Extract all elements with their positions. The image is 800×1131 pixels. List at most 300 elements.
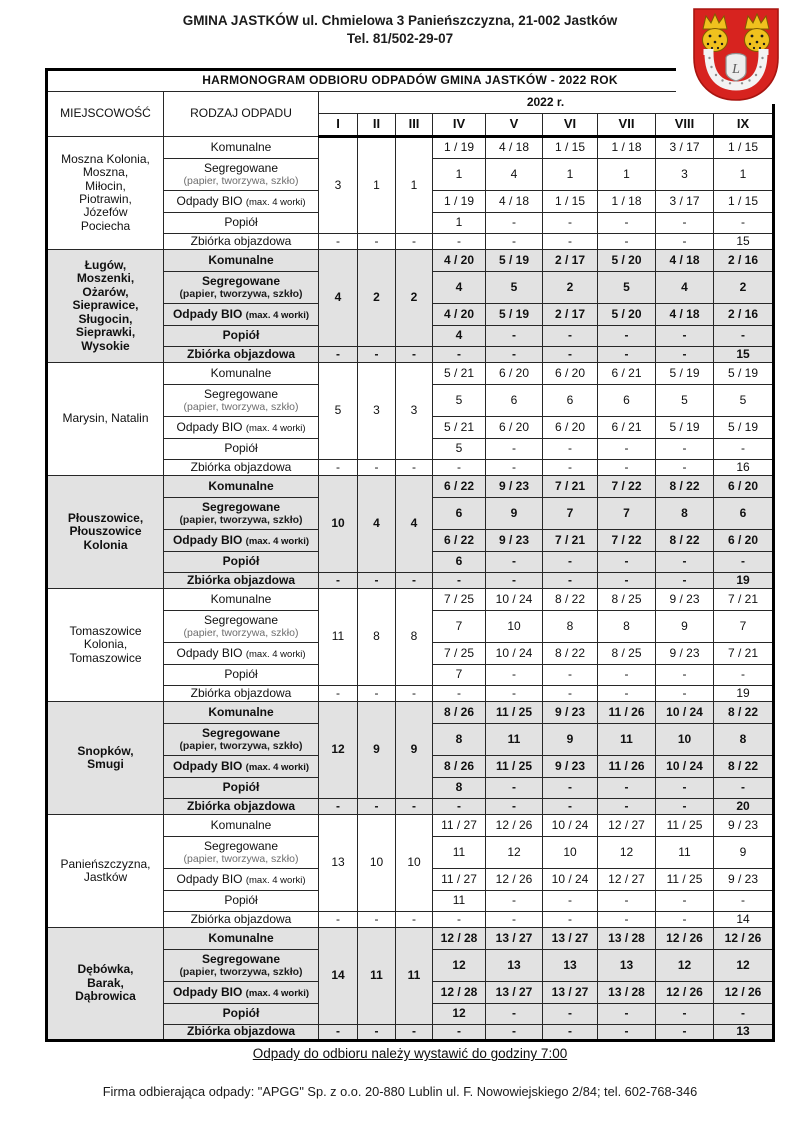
value-cell: 2 / 16	[714, 304, 774, 326]
waste-type-cell: Odpady BIO (max. 4 worki)	[164, 982, 319, 1004]
value-cell: 9	[396, 702, 433, 799]
value-cell: -	[714, 778, 774, 799]
locality-cell: Moszna Kolonia, Moszna, Miłocin, Piotrawin, Józefów Pociecha	[47, 137, 164, 250]
value-cell: 13 / 28	[598, 928, 656, 950]
value-cell: 4 / 20	[433, 250, 486, 272]
value-cell: 10	[486, 611, 543, 643]
waste-type-column-header: RODZAJ ODPADU	[164, 92, 319, 137]
value-cell: -	[433, 686, 486, 702]
value-cell: 1	[433, 213, 486, 234]
value-cell: 10	[358, 815, 396, 912]
value-cell: 6 / 20	[486, 417, 543, 439]
value-cell: 5 / 19	[714, 417, 774, 439]
locality-cell: Marysin, Natalin	[47, 363, 164, 476]
value-cell: 10 / 24	[656, 702, 714, 724]
value-cell: 13	[598, 950, 656, 982]
value-cell: 6 / 20	[486, 363, 543, 385]
value-cell: 1 / 15	[543, 137, 598, 159]
waste-type-cell: Segregowane (papier, tworzywa, szkło)	[164, 837, 319, 869]
locality-column-header: MIEJSCOWOŚĆ	[47, 92, 164, 137]
waste-type-cell: Komunalne	[164, 928, 319, 950]
value-cell: -	[543, 799, 598, 815]
value-cell: -	[656, 326, 714, 347]
value-cell: -	[543, 665, 598, 686]
value-cell: 9	[486, 498, 543, 530]
value-cell: 4	[433, 326, 486, 347]
waste-type-cell: Segregowane (papier, tworzywa, szkło)	[164, 498, 319, 530]
waste-type-cell: Zbiórka objazdowa	[164, 912, 319, 928]
value-cell: -	[486, 347, 543, 363]
value-cell: -	[486, 552, 543, 573]
value-cell: -	[358, 234, 396, 250]
value-cell: -	[396, 347, 433, 363]
value-cell: 12 / 26	[714, 928, 774, 950]
value-cell: -	[396, 686, 433, 702]
table-row	[47, 928, 774, 950]
value-cell: 13	[543, 950, 598, 982]
waste-type-cell: Popiół	[164, 552, 319, 573]
waste-type-cell: Komunalne	[164, 250, 319, 272]
value-cell: 2	[358, 250, 396, 347]
value-cell: 11 / 26	[598, 702, 656, 724]
value-cell: 6 / 20	[714, 476, 774, 498]
waste-type-cell: Odpady BIO (max. 4 worki)	[164, 304, 319, 326]
value-cell: 5	[714, 385, 774, 417]
waste-type-cell: Komunalne	[164, 137, 319, 159]
value-cell: -	[598, 891, 656, 912]
value-cell: 8 / 22	[714, 702, 774, 724]
waste-type-sublabel: (max. 4 worki)	[245, 535, 310, 547]
value-cell: -	[656, 234, 714, 250]
waste-type-sublabel: (papier, tworzywa, szkło)	[179, 514, 303, 527]
waste-type-cell: Zbiórka objazdowa	[164, 234, 319, 250]
month-header: II	[358, 114, 396, 137]
value-cell: 6	[486, 385, 543, 417]
waste-type-sublabel: (papier, tworzywa, szkło)	[183, 853, 299, 866]
waste-type-cell: Odpady BIO (max. 4 worki)	[164, 756, 319, 778]
value-cell: 11 / 27	[433, 815, 486, 837]
value-cell: -	[358, 686, 396, 702]
value-cell: 9 / 23	[543, 702, 598, 724]
value-cell: 13	[714, 1025, 774, 1041]
value-cell: 15	[714, 234, 774, 250]
value-cell: -	[433, 234, 486, 250]
value-cell: 14	[714, 912, 774, 928]
month-header: III	[396, 114, 433, 137]
value-cell: -	[358, 912, 396, 928]
footer-note-text: Odpady do odbioru należy wystawić do godziny 7:00	[252, 1046, 568, 1061]
value-cell: 11	[656, 837, 714, 869]
value-cell: -	[433, 573, 486, 589]
value-cell: -	[714, 213, 774, 234]
value-cell: -	[543, 234, 598, 250]
value-cell: 8 / 22	[714, 756, 774, 778]
value-cell: 5 / 19	[486, 250, 543, 272]
value-cell: 12	[714, 950, 774, 982]
waste-type-sublabel: (papier, tworzywa, szkło)	[179, 740, 303, 753]
value-cell: 4	[358, 476, 396, 573]
waste-type-cell: Zbiórka objazdowa	[164, 1025, 319, 1041]
title-row	[47, 70, 774, 92]
value-cell: 7	[598, 498, 656, 530]
locality-cell: Dębówka, Barak, Dąbrowica	[47, 928, 164, 1041]
value-cell: 19	[714, 686, 774, 702]
value-cell: 12 / 28	[433, 928, 486, 950]
value-cell: -	[714, 1004, 774, 1025]
value-cell: -	[433, 460, 486, 476]
value-cell: 2 / 17	[543, 250, 598, 272]
value-cell: 1	[358, 137, 396, 234]
value-cell: 4 / 18	[656, 304, 714, 326]
value-cell: 8	[433, 724, 486, 756]
value-cell: 9 / 23	[486, 476, 543, 498]
value-cell: 5 / 21	[433, 363, 486, 385]
waste-type-cell: Segregowane (papier, tworzywa, szkło)	[164, 724, 319, 756]
coat-of-arms	[676, 0, 800, 104]
value-cell: 8	[656, 498, 714, 530]
svg-text:L: L	[732, 62, 740, 77]
waste-type-cell: Odpady BIO (max. 4 worki)	[164, 643, 319, 665]
value-cell: -	[486, 686, 543, 702]
value-cell: -	[358, 460, 396, 476]
leopard-head-right	[745, 14, 770, 52]
value-cell: -	[319, 234, 358, 250]
value-cell: 10	[543, 837, 598, 869]
value-cell: 9	[656, 611, 714, 643]
value-cell: 11 / 25	[486, 702, 543, 724]
value-cell: -	[598, 778, 656, 799]
value-cell: 8 / 25	[598, 589, 656, 611]
value-cell: 10 / 24	[486, 589, 543, 611]
waste-type-sublabel: (papier, tworzywa, szkło)	[183, 401, 299, 414]
value-cell: 14	[319, 928, 358, 1025]
value-cell: 11	[433, 891, 486, 912]
value-cell: 2	[714, 272, 774, 304]
value-cell: -	[598, 912, 656, 928]
value-cell: -	[319, 1025, 358, 1041]
value-cell: 13	[486, 950, 543, 982]
waste-type-sublabel: (max. 4 worki)	[245, 309, 310, 321]
value-cell: -	[486, 460, 543, 476]
value-cell: -	[543, 1025, 598, 1041]
value-cell: 6 / 21	[598, 363, 656, 385]
footer-note	[45, 1046, 775, 1061]
value-cell: -	[319, 573, 358, 589]
value-cell: 9 / 23	[543, 756, 598, 778]
value-cell: -	[543, 439, 598, 460]
leopard-head-left	[703, 14, 728, 52]
month-header: VIII	[656, 114, 714, 137]
value-cell: 5	[433, 439, 486, 460]
waste-type-cell: Zbiórka objazdowa	[164, 460, 319, 476]
value-cell: 1 / 15	[714, 191, 774, 213]
value-cell: -	[486, 799, 543, 815]
value-cell: 12	[433, 1004, 486, 1025]
value-cell: 11 / 27	[433, 869, 486, 891]
value-cell: -	[656, 686, 714, 702]
value-cell: -	[543, 213, 598, 234]
value-cell: 7	[543, 498, 598, 530]
value-cell: -	[543, 912, 598, 928]
value-cell: -	[598, 460, 656, 476]
value-cell: 8 / 25	[598, 643, 656, 665]
table-row	[47, 476, 774, 498]
value-cell: -	[486, 1004, 543, 1025]
value-cell: 9	[714, 837, 774, 869]
value-cell: 11	[396, 928, 433, 1025]
value-cell: 19	[714, 573, 774, 589]
value-cell: 4 / 18	[486, 191, 543, 213]
value-cell: -	[543, 686, 598, 702]
value-cell: 1	[714, 159, 774, 191]
value-cell: 3	[396, 363, 433, 460]
waste-type-sublabel: (papier, tworzywa, szkło)	[179, 288, 303, 301]
value-cell: 7 / 21	[714, 643, 774, 665]
value-cell: -	[486, 778, 543, 799]
waste-type-cell: Popiół	[164, 213, 319, 234]
value-cell: 6 / 22	[433, 476, 486, 498]
value-cell: 5 / 19	[486, 304, 543, 326]
value-cell: -	[543, 552, 598, 573]
value-cell: -	[598, 799, 656, 815]
value-cell: -	[656, 1025, 714, 1041]
value-cell: 12 / 28	[433, 982, 486, 1004]
value-cell: -	[656, 460, 714, 476]
value-cell: 9	[358, 702, 396, 799]
value-cell: 3	[656, 159, 714, 191]
value-cell: -	[433, 912, 486, 928]
waste-type-cell: Segregowane (papier, tworzywa, szkło)	[164, 159, 319, 191]
value-cell: -	[598, 686, 656, 702]
value-cell: 10	[396, 815, 433, 912]
waste-type-sublabel: (max. 4 worki)	[245, 196, 306, 208]
value-cell: 8	[543, 611, 598, 643]
value-cell: -	[714, 891, 774, 912]
value-cell: 8	[396, 589, 433, 686]
waste-type-sublabel: (papier, tworzywa, szkło)	[183, 627, 299, 640]
value-cell: -	[598, 326, 656, 347]
value-cell: 1	[396, 137, 433, 234]
value-cell: 5	[656, 385, 714, 417]
value-cell: 1	[433, 159, 486, 191]
value-cell: 12	[656, 950, 714, 982]
waste-type-cell: Popiół	[164, 891, 319, 912]
value-cell: -	[598, 213, 656, 234]
value-cell: 13 / 27	[486, 982, 543, 1004]
value-cell: 1 / 19	[433, 137, 486, 159]
value-cell: -	[543, 778, 598, 799]
value-cell: -	[358, 1025, 396, 1041]
value-cell: 2 / 17	[543, 304, 598, 326]
waste-type-sublabel: (max. 4 worki)	[245, 987, 310, 999]
value-cell: -	[396, 912, 433, 928]
waste-type-cell: Zbiórka objazdowa	[164, 686, 319, 702]
value-cell: -	[358, 347, 396, 363]
value-cell: 12	[486, 837, 543, 869]
value-cell: -	[714, 439, 774, 460]
value-cell: 6	[598, 385, 656, 417]
value-cell: 8	[714, 724, 774, 756]
value-cell: 5 / 20	[598, 250, 656, 272]
value-cell: -	[319, 460, 358, 476]
value-cell: 5 / 19	[714, 363, 774, 385]
value-cell: 12 / 27	[598, 815, 656, 837]
value-cell: -	[486, 1025, 543, 1041]
waste-type-sublabel: (papier, tworzywa, szkło)	[183, 175, 299, 188]
value-cell: 3	[358, 363, 396, 460]
value-cell: -	[656, 347, 714, 363]
value-cell: -	[486, 573, 543, 589]
value-cell: 11	[598, 724, 656, 756]
month-header: V	[486, 114, 543, 137]
value-cell: 10 / 24	[656, 756, 714, 778]
value-cell: 4	[486, 159, 543, 191]
value-cell: -	[319, 347, 358, 363]
waste-type-cell: Komunalne	[164, 476, 319, 498]
value-cell: 13 / 27	[486, 928, 543, 950]
waste-type-cell: Komunalne	[164, 702, 319, 724]
value-cell: 2	[543, 272, 598, 304]
value-cell: 4 / 18	[486, 137, 543, 159]
value-cell: -	[543, 326, 598, 347]
value-cell: -	[543, 891, 598, 912]
value-cell: 6 / 20	[543, 363, 598, 385]
value-cell: 11 / 25	[486, 756, 543, 778]
value-cell: 12	[433, 950, 486, 982]
value-cell: 5	[433, 385, 486, 417]
value-cell: 11 / 26	[598, 756, 656, 778]
value-cell: 1 / 18	[598, 137, 656, 159]
value-cell: 12 / 26	[486, 815, 543, 837]
locality-cell: Ługów, Moszenki, Ożarów, Sieprawice, Sługocin, Sieprawki, Wysokie	[47, 250, 164, 363]
waste-type-sublabel: (max. 4 worki)	[245, 761, 310, 773]
value-cell: 1	[598, 159, 656, 191]
value-cell: -	[598, 573, 656, 589]
value-cell: 8 / 22	[543, 589, 598, 611]
waste-type-cell: Komunalne	[164, 589, 319, 611]
waste-type-sublabel: (papier, tworzywa, szkło)	[179, 966, 303, 979]
value-cell: 10	[319, 476, 358, 573]
table-row	[47, 363, 774, 385]
value-cell: -	[433, 347, 486, 363]
locality-cell: Tomaszowice Kolonia, Tomaszowice	[47, 589, 164, 702]
value-cell: -	[486, 891, 543, 912]
value-cell: 7 / 25	[433, 589, 486, 611]
waste-type-cell: Zbiórka objazdowa	[164, 573, 319, 589]
center-emblem	[726, 54, 746, 82]
value-cell: 9 / 23	[656, 643, 714, 665]
value-cell: 10 / 24	[486, 643, 543, 665]
month-header: I	[319, 114, 358, 137]
value-cell: 9 / 23	[714, 869, 774, 891]
value-cell: 1 / 15	[543, 191, 598, 213]
value-cell: 13 / 27	[543, 928, 598, 950]
value-cell: 8	[358, 589, 396, 686]
value-cell: 8 / 22	[656, 476, 714, 498]
month-header: IX	[714, 114, 774, 137]
value-cell: 13 / 27	[543, 982, 598, 1004]
waste-type-cell: Popiół	[164, 778, 319, 799]
value-cell: -	[486, 912, 543, 928]
value-cell: -	[396, 573, 433, 589]
value-cell: -	[598, 665, 656, 686]
value-cell: 1	[543, 159, 598, 191]
value-cell: 5	[319, 363, 358, 460]
value-cell: -	[358, 799, 396, 815]
value-cell: 9 / 23	[656, 589, 714, 611]
value-cell: -	[433, 1025, 486, 1041]
value-cell: -	[396, 799, 433, 815]
waste-type-cell: Segregowane (papier, tworzywa, szkło)	[164, 611, 319, 643]
value-cell: 4	[656, 272, 714, 304]
waste-type-cell: Odpady BIO (max. 4 worki)	[164, 530, 319, 552]
value-cell: 11 / 25	[656, 815, 714, 837]
waste-type-sublabel: (max. 4 worki)	[245, 422, 306, 434]
value-cell: 5 / 20	[598, 304, 656, 326]
value-cell: 3 / 17	[656, 137, 714, 159]
schedule-table	[45, 68, 775, 1042]
value-cell: 4 / 18	[656, 250, 714, 272]
waste-type-cell: Popiół	[164, 326, 319, 347]
value-cell: 1 / 15	[714, 137, 774, 159]
value-cell: 1 / 19	[433, 191, 486, 213]
value-cell: 10 / 24	[543, 869, 598, 891]
value-cell: 12 / 26	[656, 982, 714, 1004]
value-cell: -	[656, 912, 714, 928]
footer-company-line: Firma odbierająca odpady: "APGG" Sp. z o.o. 20-880 Lublin ul. F. Nowowiejskiego 2/84; tel. 602-768-346	[102, 1084, 698, 1099]
table-row	[47, 250, 774, 272]
header-phone-line: Tel. 81/502-29-07	[346, 31, 454, 47]
value-cell: 4	[396, 476, 433, 573]
value-cell: 12 / 26	[714, 982, 774, 1004]
value-cell: 5	[486, 272, 543, 304]
waste-type-cell: Popiół	[164, 665, 319, 686]
value-cell: 9 / 23	[486, 530, 543, 552]
waste-type-cell: Odpady BIO (max. 4 worki)	[164, 417, 319, 439]
value-cell: 11	[319, 589, 358, 686]
value-cell: 12 / 27	[598, 869, 656, 891]
value-cell: -	[598, 234, 656, 250]
value-cell: 11	[358, 928, 396, 1025]
value-cell: 12	[319, 702, 358, 799]
value-cell: 6 / 20	[543, 417, 598, 439]
value-cell: 7 / 25	[433, 643, 486, 665]
value-cell: 12 / 26	[656, 928, 714, 950]
value-cell: 8	[598, 611, 656, 643]
value-cell: 7	[433, 611, 486, 643]
value-cell: -	[598, 552, 656, 573]
value-cell: -	[358, 573, 396, 589]
value-cell: 8 / 22	[656, 530, 714, 552]
value-cell: -	[319, 912, 358, 928]
value-cell: 5 / 19	[656, 417, 714, 439]
value-cell: -	[656, 778, 714, 799]
table-title: HARMONOGRAM ODBIORU ODPADÓW GMINA JASTKÓW - 2022 ROK	[47, 70, 774, 92]
value-cell: 2	[396, 250, 433, 347]
value-cell: 8 / 22	[543, 643, 598, 665]
value-cell: -	[714, 665, 774, 686]
value-cell: 11 / 25	[656, 869, 714, 891]
waste-type-cell: Zbiórka objazdowa	[164, 799, 319, 815]
locality-cell: Panieńszczyzna, Jastków	[47, 815, 164, 928]
value-cell: 12	[598, 837, 656, 869]
value-cell: -	[543, 460, 598, 476]
value-cell: 4	[319, 250, 358, 347]
value-cell: -	[598, 1025, 656, 1041]
waste-type-cell: Komunalne	[164, 363, 319, 385]
table-row	[47, 815, 774, 837]
value-cell: 11	[433, 837, 486, 869]
